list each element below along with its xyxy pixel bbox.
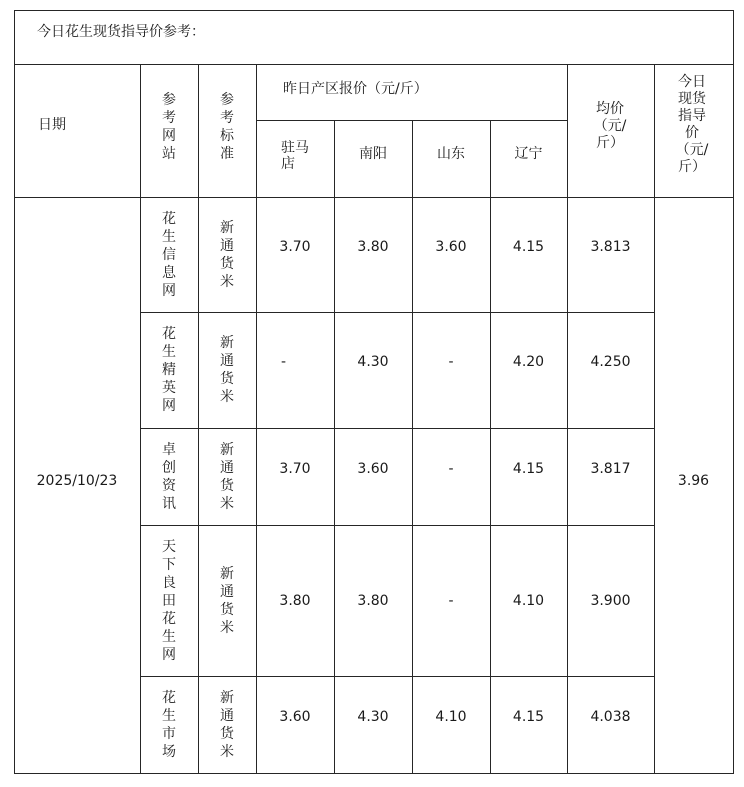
price-zhumadian: - <box>281 354 287 370</box>
row-site: 天下良田花生网 <box>162 538 176 663</box>
price-zhumadian: 3.70 <box>279 238 311 255</box>
header-region-shandong: 山东 <box>437 146 465 162</box>
table-border-right <box>733 10 734 774</box>
row-standard: 新通货米 <box>220 689 234 760</box>
row-divider <box>140 312 655 313</box>
column-divider <box>567 64 568 774</box>
title-row-divider <box>14 64 734 65</box>
table-border-bottom <box>14 773 734 774</box>
price-shandong: - <box>448 460 454 477</box>
row-site: 花生精英网 <box>162 326 176 414</box>
price-liaoning: 4.15 <box>512 708 545 725</box>
row-divider <box>140 525 655 526</box>
price-shandong: - <box>448 592 454 609</box>
price-nanyang: 4.30 <box>357 354 389 370</box>
header-date: 日期 <box>38 117 66 133</box>
row-average: 3.817 <box>590 460 631 477</box>
price-zhumadian: 3.60 <box>279 708 311 725</box>
row-average: 3.813 <box>590 238 631 255</box>
price-shandong: - <box>448 354 454 370</box>
region-column-divider <box>412 120 413 774</box>
row-standard: 新通货米 <box>220 219 234 290</box>
table-border-top <box>14 10 734 11</box>
price-nanyang: 3.80 <box>357 238 389 255</box>
row-site: 花生信息网 <box>162 210 176 299</box>
row-divider <box>140 676 655 677</box>
column-divider <box>654 64 655 774</box>
price-nanyang: 3.60 <box>357 460 389 477</box>
price-zhumadian: 3.70 <box>279 460 311 477</box>
table-title: 今日花生现货指导价参考： <box>37 24 205 40</box>
header-region-liaoning: 辽宁 <box>514 146 543 162</box>
row-divider <box>140 428 655 429</box>
header-average: 均价（元/斤） <box>593 101 627 151</box>
price-nanyang: 3.80 <box>357 592 389 609</box>
row-average: 4.250 <box>590 354 631 370</box>
row-standard: 新通货米 <box>220 565 234 636</box>
row-average: 4.038 <box>590 708 631 725</box>
region-column-divider <box>490 120 491 774</box>
column-divider <box>198 64 199 774</box>
price-zhumadian: 3.80 <box>279 592 311 609</box>
column-divider <box>256 64 257 774</box>
row-average: 3.900 <box>590 592 631 609</box>
price-liaoning: 4.15 <box>512 460 545 477</box>
guide-price-cell: 3.96 <box>677 473 710 489</box>
price-liaoning: 4.15 <box>512 238 545 255</box>
row-site: 卓创资讯 <box>162 441 176 512</box>
date-cell: 2025/10/23 <box>36 473 118 489</box>
row-site: 花生市场 <box>162 689 176 760</box>
header-region-zhumadian: 驻马店 <box>281 140 309 172</box>
table-border-left <box>14 10 15 774</box>
header-region-group: 昨日产区报价（元/斤） <box>283 81 428 97</box>
header-region-nanyang: 南阳 <box>359 146 387 162</box>
region-column-divider <box>334 120 335 774</box>
price-nanyang: 4.30 <box>357 708 389 725</box>
header-body-divider <box>14 197 734 198</box>
column-divider <box>140 64 141 774</box>
header-site: 参考网站 <box>162 92 176 162</box>
price-shandong: 3.60 <box>435 238 467 255</box>
row-standard: 新通货米 <box>220 335 234 405</box>
header-guide-price: 今日现货指导价（元/斤） <box>675 74 709 175</box>
row-standard: 新通货米 <box>220 441 234 512</box>
price-liaoning: 4.10 <box>512 592 545 609</box>
header-standard: 参考标准 <box>220 92 234 162</box>
price-shandong: 4.10 <box>435 708 467 725</box>
price-liaoning: 4.20 <box>512 354 545 370</box>
